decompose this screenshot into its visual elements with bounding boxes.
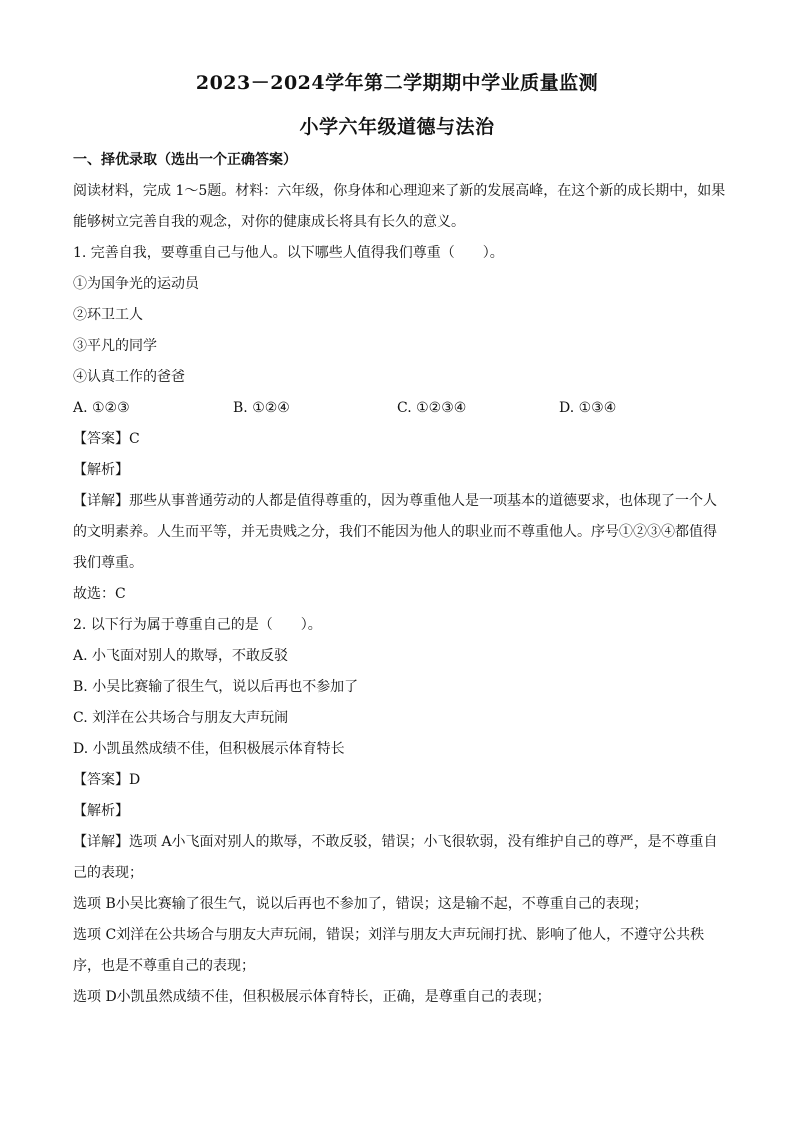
q1-answer: 【答案】C [73,431,140,447]
q2-option-d: D. 小凯虽然成绩不佳，但积极展示体育特长 [73,741,345,757]
q2-answer: 【答案】D [73,772,141,788]
document-title: 2023－2024学年第二学期期中学业质量监测 [195,72,599,94]
q2-stem: 2. 以下行为属于尊重自己的是（ ）。 [73,617,322,633]
intro-line-2: 能够树立完善自我的观念，对你的健康成长将具有长久的意义。 [73,214,465,230]
q2-option-b: B. 小吴比赛输了很生气，说以后再也不参加了 [73,679,359,695]
q1-item: ①为国争光的运动员 [73,276,199,292]
q1-options [73,398,728,418]
q2-detail-line: 选项 B小吴比赛输了很生气，说以后再也不参加了，错误；这是输不起，不尊重自己的表现； [73,896,648,912]
q1-detail-line: 【详解】那些从事普通劳动的人都是值得尊重的，因为尊重他人是一项基本的道德要求，也体现了一个人 [73,493,717,509]
q1-option-c: C. ①②③④ [397,400,467,416]
q1-item: ③平凡的同学 [73,338,157,354]
q1-choice: 故选：C [73,586,126,602]
q1-detail-line: 的文明素养。人生而平等，并无贵贱之分，我们不能因为他人的职业而不尊重他人。序号①②③④都值得 [73,524,717,540]
intro-line-1: 阅读材料，完成 1～5题。材料：六年级，你身体和心理迎来了新的发展高峰，在这个新的成长期中，如果 [73,183,726,199]
q1-option-d: D. ①③④ [559,400,617,416]
q2-analysis-label: 【解析】 [73,803,129,819]
q1-item: ④认真工作的爸爸 [73,369,185,385]
document-subtitle: 小学六年级道德与法治 [299,116,495,138]
section-heading: 一、择优录取（选出一个正确答案） [73,152,297,168]
q1-stem: 1. 完善自我，要尊重自己与他人。以下哪些人值得我们尊重（ ）。 [73,245,504,261]
q1-analysis-label: 【解析】 [73,462,129,478]
q2-detail-line: 选项 C刘洋在公共场合与朋友大声玩闹，错误；刘洋与朋友大声玩闹打扰、影响了他人，不遵守公共秩 [73,927,705,943]
q2-detail-line: 【详解】选项 A小飞面对别人的欺辱，不敢反驳，错误；小飞很软弱，没有维护自己的尊严，是不尊重自 [73,834,718,850]
q1-option-a: A. ①②③ [73,400,130,416]
q2-detail-line: 己的表现； [73,865,143,881]
q1-detail-line: 我们尊重。 [73,555,143,571]
q2-option-c: C. 刘洋在公共场合与朋友大声玩闹 [73,710,289,726]
q2-detail-line: 选项 D小凯虽然成绩不佳，但积极展示体育特长，正确，是尊重自己的表现； [73,989,551,1005]
q1-item: ②环卫工人 [73,307,143,323]
q2-option-a: A. 小飞面对别人的欺辱，不敢反驳 [73,648,289,664]
q1-option-b: B. ①②④ [233,400,290,416]
q2-detail-line: 序，也是不尊重自己的表现； [73,958,255,974]
